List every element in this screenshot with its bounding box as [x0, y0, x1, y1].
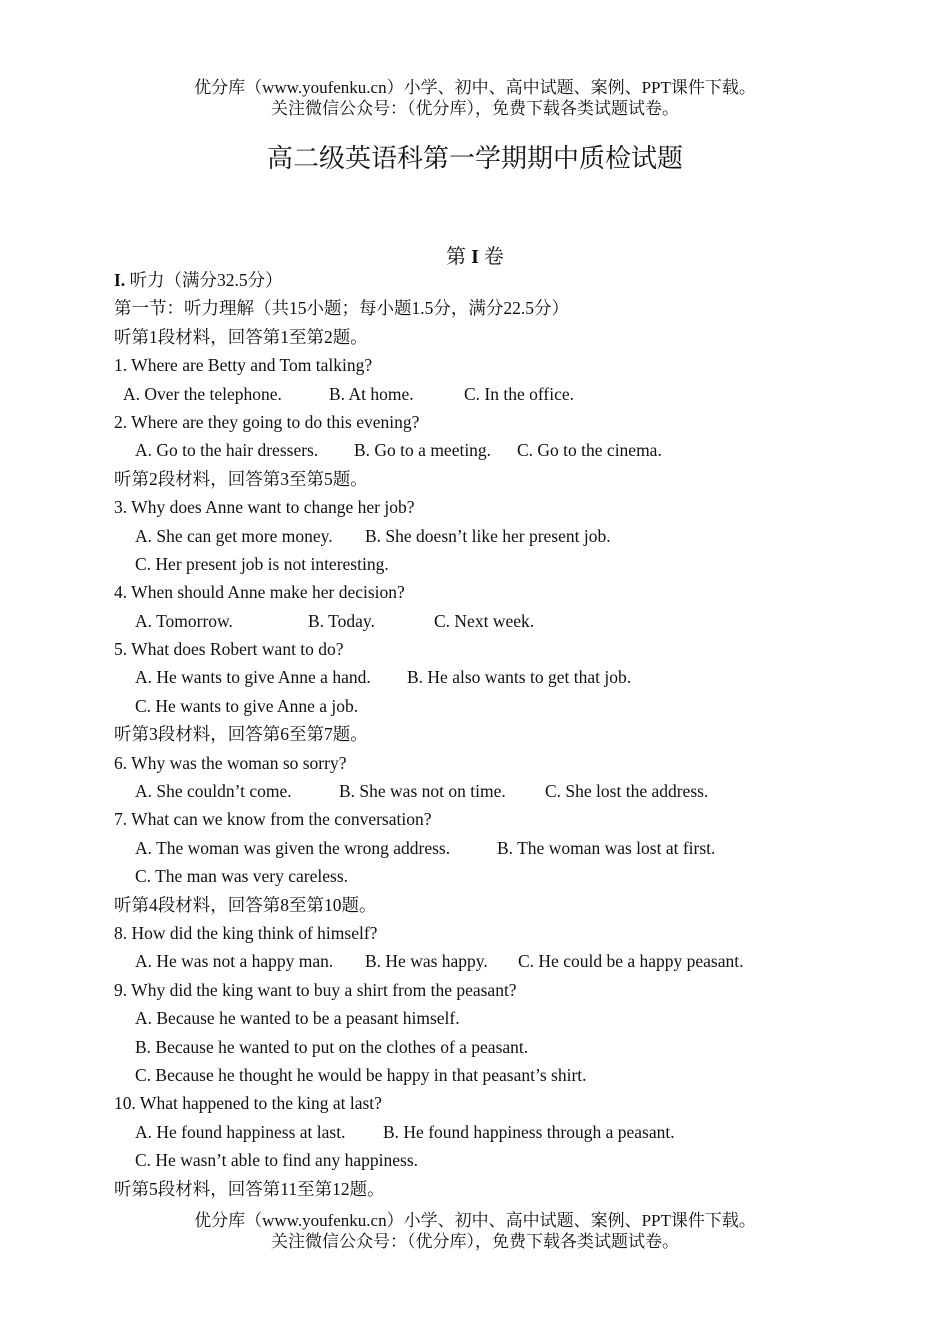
- volume-prefix: 第: [446, 246, 467, 268]
- option-1c: C. In the office.: [464, 383, 574, 404]
- option-9c: C. Because he thought he would be happy in that peasant’s shirt.: [135, 1064, 587, 1085]
- volume-suffix: 卷: [483, 246, 504, 268]
- question-2: 2. Where are they going to do this evening?: [114, 411, 420, 432]
- option-4a: A. Tomorrow.: [135, 610, 233, 631]
- option-5a: A. He wants to give Anne a hand.: [135, 667, 371, 688]
- exam-content: [114, 266, 914, 1203]
- question-10: 10. What happened to the king at last?: [114, 1093, 382, 1114]
- options-4: [114, 607, 914, 635]
- instruction-2: 听第2段材料，回答第3至第5题。: [114, 468, 368, 489]
- instruction-4: 听第4段材料，回答第8至第10题。: [114, 894, 377, 915]
- options-2: [114, 436, 914, 464]
- options-7: [114, 834, 914, 862]
- option-2a: A. Go to the hair dressers.: [135, 440, 319, 461]
- question-4: 4. When should Anne make her decision?: [114, 582, 405, 603]
- header-line-1: 优分库（www.youfenku.cn）小学、初中、高中试题、案例、PPT课件下载。: [194, 78, 756, 97]
- instruction-5: 听第5段材料，回答第11至第12题。: [114, 1178, 385, 1199]
- part-number: I.: [114, 270, 126, 290]
- option-7c: C. The man was very careless.: [135, 866, 349, 887]
- option-3b: B. She doesn’t like her present job.: [365, 525, 611, 546]
- option-6a: A. She couldn’t come.: [135, 781, 292, 802]
- question-7: 7. What can we know from the conversation?: [114, 809, 432, 830]
- option-9a: A. Because he wanted to be a peasant himself.: [135, 1008, 460, 1029]
- options-10: [114, 1118, 914, 1146]
- options-5: [114, 663, 914, 691]
- option-7a: A. The woman was given the wrong address.: [135, 837, 451, 858]
- option-8a: A. He was not a happy man.: [135, 951, 334, 972]
- options-3: [114, 522, 914, 550]
- option-3c: C. Her present job is not interesting.: [135, 553, 389, 574]
- options-8: [114, 947, 914, 975]
- header-line-2: 关注微信公众号：（优分库），免费下载各类试题试卷。: [271, 99, 679, 118]
- option-4c: C. Next week.: [434, 610, 535, 631]
- option-6c: C. She lost the address.: [545, 781, 709, 802]
- footer-line-1: 优分库（www.youfenku.cn）小学、初中、高中试题、案例、PPT课件下载。: [194, 1211, 756, 1230]
- option-8c: C. He could be a happy peasant.: [518, 951, 744, 972]
- question-1: 1. Where are Betty and Tom talking?: [114, 355, 373, 376]
- question-6: 6. Why was the woman so sorry?: [114, 752, 347, 773]
- page-footer: [0, 1210, 950, 1252]
- options-1: [114, 380, 914, 408]
- option-5b: B. He also wants to get that job.: [407, 667, 632, 688]
- exam-title: 高二级英语科第一学期期中质检试题: [266, 144, 683, 173]
- option-9b: B. Because he wanted to put on the clothes of a peasant.: [135, 1036, 529, 1057]
- option-1a: A. Over the telephone.: [123, 383, 282, 404]
- question-3: 3. Why does Anne want to change her job?: [114, 497, 415, 518]
- option-7b: B. The woman was lost at first.: [497, 837, 716, 858]
- part-heading: [114, 266, 914, 294]
- option-2b: B. Go to a meeting.: [354, 440, 492, 461]
- question-5: 5. What does Robert want to do?: [114, 639, 344, 660]
- option-5c: C. He wants to give Anne a job.: [135, 695, 359, 716]
- option-4b: B. Today.: [308, 610, 375, 631]
- instruction-3: 听第3段材料，回答第6至第7题。: [114, 724, 368, 745]
- page-header: [0, 77, 950, 119]
- option-10a: A. He found happiness at last.: [135, 1121, 346, 1142]
- section-heading: 第一节：听力理解（共15小题；每小题1.5分，满分22.5分）: [114, 298, 569, 319]
- question-8: 8. How did the king think of himself?: [114, 922, 378, 943]
- footer-line-2: 关注微信公众号：（优分库），免费下载各类试题试卷。: [271, 1232, 679, 1251]
- instruction-1: 听第1段材料，回答第1至第2题。: [114, 326, 368, 347]
- option-10c: C. He wasn’t able to find any happiness.: [135, 1150, 419, 1171]
- volume-heading: [0, 240, 950, 269]
- options-6: [114, 777, 914, 805]
- option-10b: B. He found happiness through a peasant.: [383, 1121, 675, 1142]
- option-1b: B. At home.: [329, 383, 414, 404]
- option-2c: C. Go to the cinema.: [517, 440, 662, 461]
- option-6b: B. She was not on time.: [339, 781, 506, 802]
- volume-roman: I: [471, 246, 479, 268]
- option-3a: A. She can get more money.: [135, 525, 333, 546]
- question-9: 9. Why did the king want to buy a shirt from the peasant?: [114, 979, 517, 1000]
- part-text: 听力（满分32.5分）: [129, 270, 283, 290]
- option-8b: B. He was happy.: [365, 951, 488, 972]
